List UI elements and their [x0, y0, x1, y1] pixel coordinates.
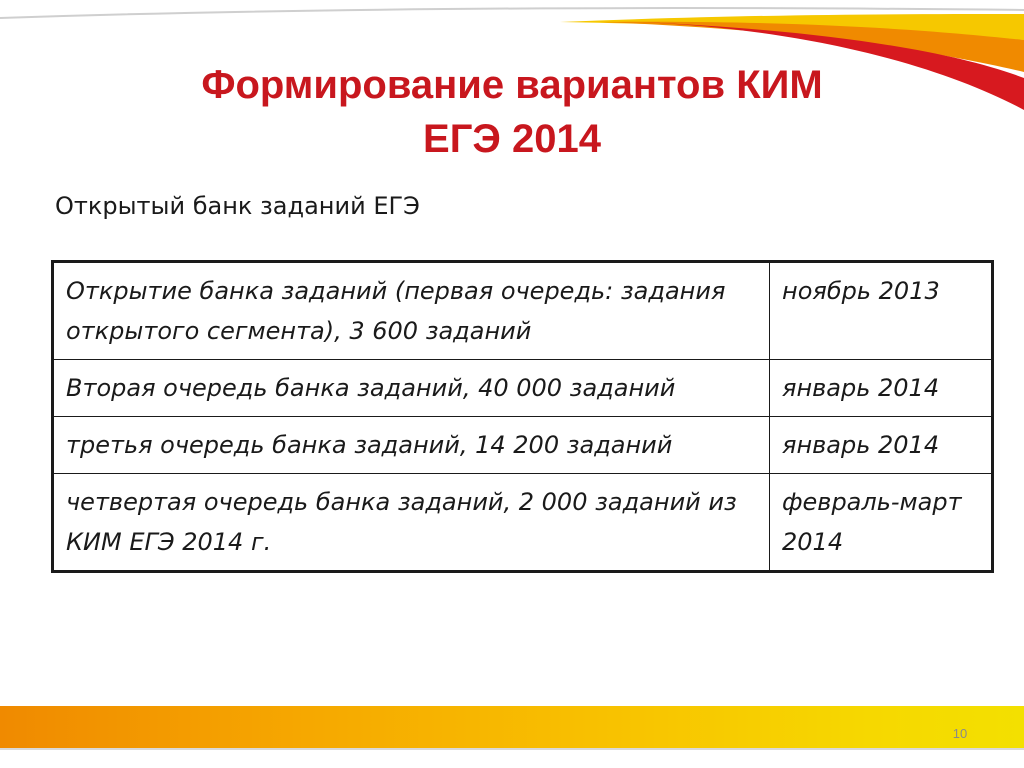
title-line-1: Формирование вариантов КИМ: [201, 63, 823, 107]
footer-divider: [0, 748, 1024, 750]
page-number: 10: [952, 726, 968, 741]
row-date: январь 2014: [770, 360, 993, 417]
table-row: [53, 474, 993, 572]
row-description: Открытие банка заданий (первая очередь: задания открытого сегмента), 3 600 заданий: [53, 262, 770, 360]
table-row: [53, 417, 993, 474]
table-row: [53, 360, 993, 417]
slide-subtitle: Открытый банк заданий ЕГЭ: [55, 192, 420, 220]
row-description: Вторая очередь банка заданий, 40 000 заданий: [53, 360, 770, 417]
row-description: четвертая очередь банка заданий, 2 000 заданий из КИМ ЕГЭ 2014 г.: [53, 474, 770, 572]
table-row: [53, 262, 993, 360]
row-date: ноябрь 2013: [770, 262, 993, 360]
slide-title: [0, 58, 1024, 166]
row-date: февраль-март 2014: [770, 474, 993, 572]
title-line-2: ЕГЭ 2014: [423, 117, 601, 161]
row-date: январь 2014: [770, 417, 993, 474]
footer-band: [0, 706, 1024, 748]
bank-schedule-table: [51, 260, 994, 573]
row-description: третья очередь банка заданий, 14 200 заданий: [53, 417, 770, 474]
